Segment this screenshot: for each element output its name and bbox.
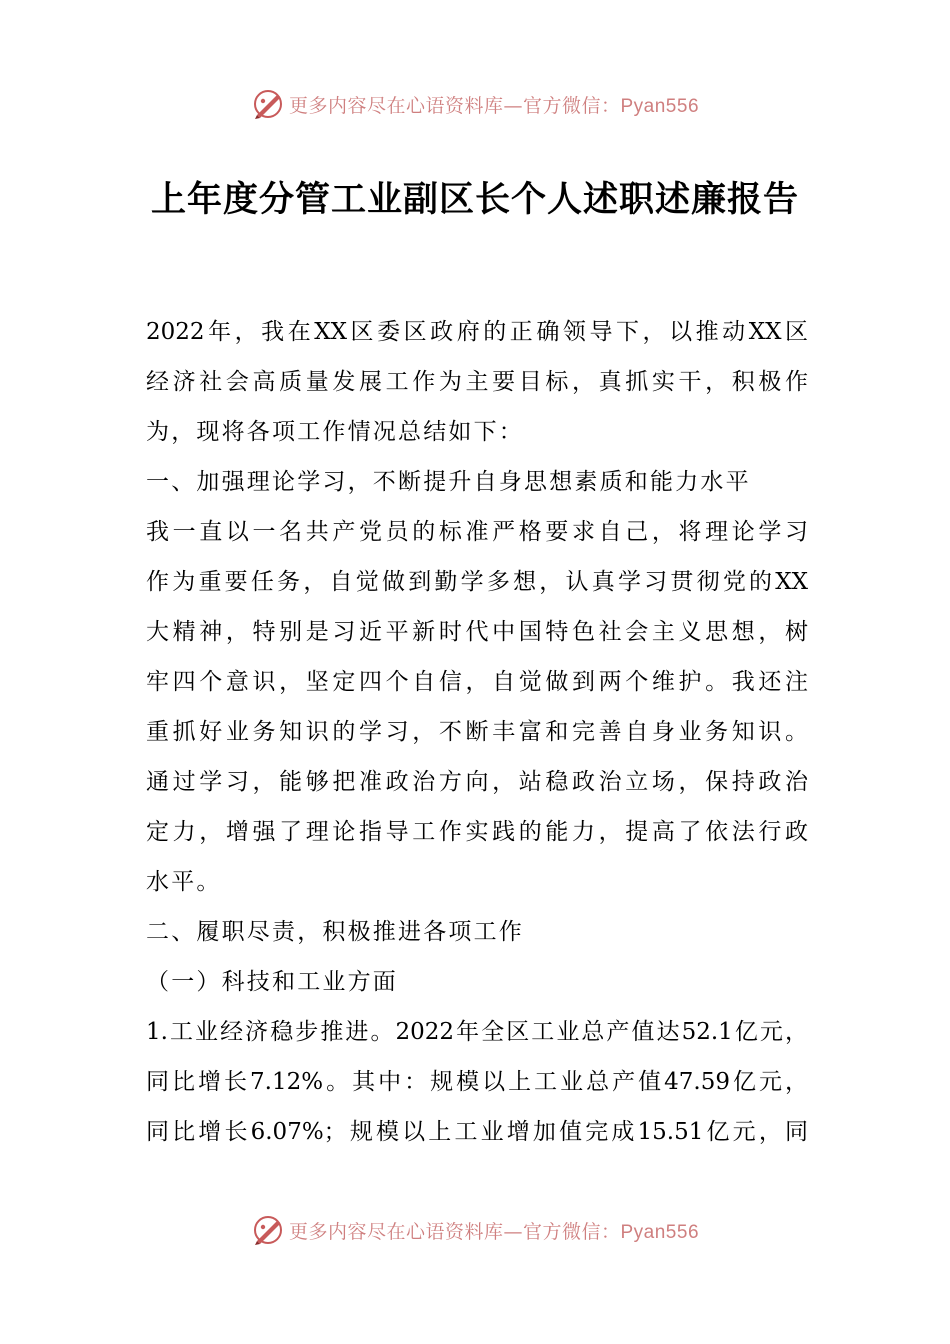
watermark-text: 更多内容尽在心语资料库—官方微信：Pyan556 — [288, 1220, 700, 1243]
body-line: 经济社会高质量发展工作为主要目标，真抓实干，积极作 — [146, 369, 808, 395]
header-watermark — [0, 84, 950, 124]
watermark-wechat-id: Pyan556 — [620, 95, 700, 117]
body-line: 2022年，我在XX区委区政府的正确领导下，以推动XX区 — [146, 319, 808, 345]
body-line: 1.工业经济稳步推进。2022年全区工业总产值达52.1亿元， — [146, 1019, 808, 1045]
footer-watermark — [0, 1210, 950, 1250]
body-line: 大精神，特别是习近平新时代中国特色社会主义思想，树 — [146, 619, 808, 645]
body-line: 我一直以一名共产党员的标准严格要求自己，将理论学习 — [146, 519, 808, 545]
subsection-heading: （一）科技和工业方面 — [146, 969, 398, 995]
pen-logo-icon — [251, 87, 285, 121]
watermark-text: 更多内容尽在心语资料库—官方微信：Pyan556 — [288, 94, 700, 117]
pen-logo-icon — [251, 1213, 285, 1247]
document-title: 上年度分管工业副区长个人述职述廉报告 — [150, 179, 799, 220]
section-heading: 一、加强理论学习，不断提升自身思想素质和能力水平 — [146, 469, 751, 495]
watermark-wechat-id: Pyan556 — [620, 1221, 700, 1243]
body-line: 水平。 — [146, 869, 222, 895]
body-line: 牢四个意识，坚定四个自信，自觉做到两个维护。我还注 — [146, 669, 808, 695]
body-line: 定力，增强了理论指导工作实践的能力，提高了依法行政 — [146, 819, 808, 845]
document-body — [146, 307, 808, 1157]
body-line: 为，现将各项工作情况总结如下： — [146, 419, 524, 445]
body-line: 作为重要任务，自觉做到勤学多想，认真学习贯彻党的XX — [146, 569, 808, 595]
body-line: 同比增长6.07%；规模以上工业增加值完成15.51亿元，同 — [146, 1119, 808, 1145]
section-heading: 二、履职尽责，积极推进各项工作 — [146, 919, 524, 945]
body-line: 同比增长7.12%。其中：规模以上工业总产值47.59亿元， — [146, 1069, 808, 1095]
body-line: 重抓好业务知识的学习，不断丰富和完善自身业务知识。 — [146, 719, 808, 745]
body-line: 通过学习，能够把准政治方向，站稳政治立场，保持政治 — [146, 769, 808, 795]
